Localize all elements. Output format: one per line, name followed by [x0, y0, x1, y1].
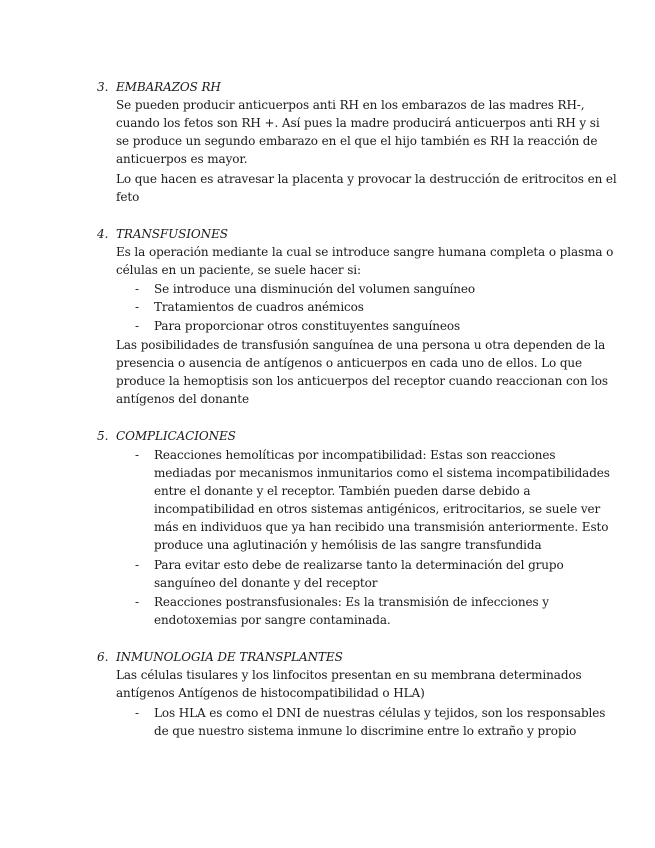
bullet-line: Reacciones hemolíticas por incompatibilidad: Estas son reacciones	[154, 448, 556, 462]
bullet-line: incompatibilidad en otros sistemas antigénicos, eritrocitarios, se suele ver	[154, 502, 601, 516]
bullet-dash: -	[135, 300, 140, 314]
section-number: 6.	[97, 650, 109, 664]
bullet-line: Para evitar esto debe de realizarse tanto la determinación del grupo	[154, 558, 564, 572]
bullet-line: más en individuos que ya han recibido una transmisión anteriormente. Esto	[154, 520, 609, 534]
paragraph-line: feto	[116, 190, 140, 204]
paragraph-line: Es la operación mediante la cual se introduce sangre humana completa o plasma o	[116, 245, 614, 259]
paragraph-line: presencia o ausencia de antígenos o anticuerpos en cada uno de ellos. Lo que	[116, 356, 583, 370]
bullet-line: Para proporcionar otros constituyentes sanguíneos	[154, 319, 461, 333]
bullet-line: sanguíneo del donante y del receptor	[154, 576, 378, 590]
section-number: 5.	[97, 429, 109, 443]
paragraph-line: se produce un segundo embarazo en el que el hijo también es RH la reacción de	[116, 134, 598, 148]
bullet-line: Reacciones postransfusionales: Es la transmisión de infecciones y	[154, 595, 549, 609]
bullet-line: produce una aglutinación y hemólisis de las sangre transfundida	[154, 538, 542, 552]
paragraph-line: produce la hemoptisis son los anticuerpos del receptor cuando reaccionan con los	[116, 374, 608, 388]
bullet-line: entre el donante y el receptor. También pueden darse debido a	[154, 484, 531, 498]
bullet-dash: -	[135, 319, 140, 333]
bullet-dash: -	[135, 558, 140, 572]
bullet-line: Tratamientos de cuadros anémicos	[154, 300, 364, 314]
bullet-line: de que nuestro sistema inmune lo discrimine entre lo extraño y propio	[154, 724, 577, 738]
paragraph-line: anticuerpos es mayor.	[116, 152, 248, 166]
section-number: 4.	[97, 227, 109, 241]
paragraph-line: Lo que hacen es atravesar la placenta y provocar la destrucción de eritrocitos en el	[116, 172, 617, 186]
section-title: EMBARAZOS RH	[116, 80, 221, 94]
paragraph-line: antígenos Antígenos de histocompatibilidad o HLA)	[116, 686, 425, 700]
paragraph-line: células en un paciente, se suele hacer si:	[116, 263, 361, 277]
bullet-dash: -	[135, 282, 140, 296]
paragraph-line: antígenos del donante	[116, 392, 250, 406]
paragraph-line: Las células tisulares y los linfocitos presentan en su membrana determinados	[116, 668, 582, 682]
section-title: INMUNOLOGIA DE TRANSPLANTES	[116, 650, 343, 664]
bullet-line: Los HLA es como el DNI de nuestras células y tejidos, son los responsables	[154, 706, 606, 720]
section-title: TRANSFUSIONES	[116, 227, 228, 241]
paragraph-line: Se pueden producir anticuerpos anti RH en los embarazos de las madres RH-,	[116, 98, 585, 112]
bullet-dash: -	[135, 595, 140, 609]
section-title: COMPLICACIONES	[116, 429, 236, 443]
bullet-line: Se introduce una disminución del volumen sanguíneo	[154, 282, 476, 296]
bullet-line: mediadas por mecanismos inmunitarios como el sistema incompatibilidades	[154, 466, 610, 480]
bullet-dash: -	[135, 448, 140, 462]
section-number: 3.	[97, 80, 109, 94]
paragraph-line: Las posibilidades de transfusión sanguínea de una persona u otra dependen de la	[116, 338, 606, 352]
paragraph-line: cuando los fetos son RH +. Así pues la madre producirá anticuerpos anti RH y si	[116, 116, 600, 130]
bullet-dash: -	[135, 706, 140, 720]
bullet-line: endotoxemias por sangre contaminada.	[154, 613, 391, 627]
